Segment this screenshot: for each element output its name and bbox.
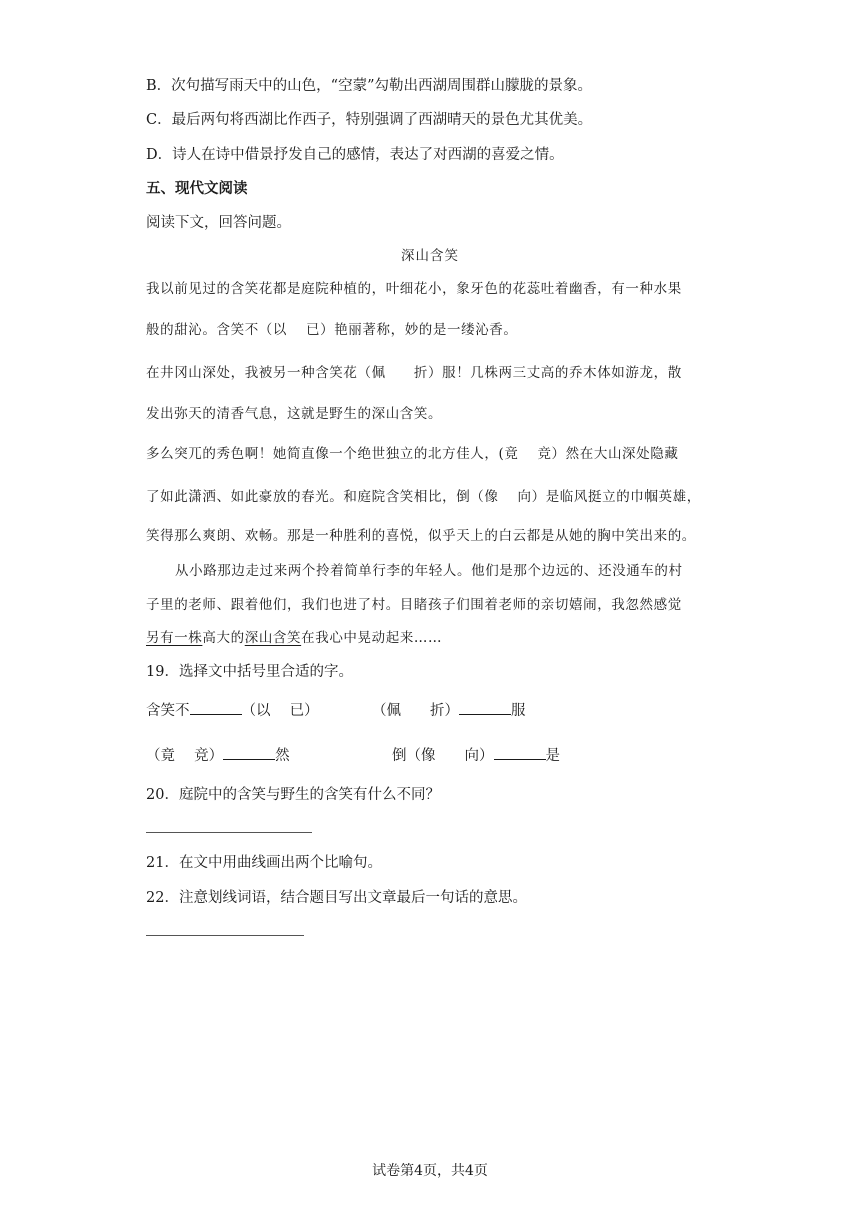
- q19-c-options: （竟 竞）: [146, 748, 224, 764]
- question-19-row-2: [146, 744, 290, 765]
- q19-a-blank[interactable]: [190, 702, 242, 715]
- section-instruction: 阅读下文，回答问题。: [146, 215, 291, 231]
- question-22-stem: 22．注意划线词语，结合题目写出文章最后一句话的意思。: [146, 890, 527, 906]
- q19-d-prefix: 倒（像 向）: [392, 748, 494, 764]
- option-c: C．最后两句将西湖比作西子，特别强调了西湖晴天的景色尤其优美。: [146, 112, 593, 128]
- q19-b-options: （佩 折）: [372, 703, 459, 719]
- article-paragraph-4-line-3: [146, 626, 442, 646]
- question-22-answer-line[interactable]: [146, 935, 304, 936]
- phrase-middle: 高大的: [202, 630, 245, 646]
- q19-b-suffix: 服: [511, 703, 526, 719]
- q19-c-suffix: 然: [275, 748, 290, 764]
- question-19-stem: 19．选择文中括号里合适的字。: [146, 664, 353, 680]
- question-20-answer-line[interactable]: [146, 832, 312, 833]
- q19-d-blank[interactable]: [494, 747, 546, 760]
- article-paragraph-3-line-1: 多么突兀的秀色啊！她简直像一个绝世独立的北方佳人，(竟 竞）然在大山深处隐藏: [146, 446, 679, 462]
- q19-b-blank[interactable]: [459, 702, 511, 715]
- q19-c-blank[interactable]: [223, 747, 275, 760]
- section-heading: 五、现代文阅读: [146, 180, 248, 197]
- article-title: 深山含笑: [401, 248, 459, 264]
- article-paragraph-4-line-1: 从小路那边走过来两个拎着简单行李的年轻人。他们是那个边远的、还没通车的村: [175, 563, 683, 579]
- article-paragraph-1-line-2: 般的甜沁。含笑不（以 已）艳丽著称，妙的是一缕沁香。: [146, 322, 518, 338]
- article-paragraph-2-line-2: 发出弥天的清香气息，这就是野生的深山含笑。: [146, 406, 443, 422]
- article-paragraph-1-line-1: 我以前见过的含笑花都是庭院种植的，叶细花小，象牙色的花蕊吐着幽香，有一种水果: [146, 281, 682, 297]
- article-paragraph-4-line-2: 子里的老师、跟着他们，我们也进了村。目睹孩子们围着老师的亲切嬉闹，我忽然感觉: [146, 597, 682, 613]
- option-b: B．次句描写雨天中的山色，“空蒙”勾勒出西湖周围群山朦胧的景象。: [146, 78, 592, 94]
- q19-a-prefix: 含笑不: [146, 703, 190, 719]
- question-19-row-1b: [372, 699, 526, 720]
- article-paragraph-3-line-3: 笑得那么爽朗、欢畅。那是一种胜利的喜悦，似乎天上的白云都是从她的胸中笑出来的。: [146, 528, 696, 544]
- question-20-stem: 20．庭院中的含笑与野生的含笑有什么不同？: [146, 787, 440, 803]
- underlined-phrase-1: 另有一株: [146, 630, 203, 646]
- phrase-end: 在我心中晃动起来……: [301, 630, 443, 646]
- option-d: D．诗人在诗中借景抒发自己的感情，表达了对西湖的喜爱之情。: [146, 147, 564, 163]
- underlined-phrase-2: 深山含笑: [244, 630, 302, 646]
- question-21-stem: 21．在文中用曲线画出两个比喻句。: [146, 855, 382, 871]
- q19-d-suffix: 是: [545, 748, 560, 764]
- question-19-row-1: [146, 699, 319, 720]
- question-19-row-2b: [392, 744, 560, 765]
- article-paragraph-2-line-1: 在井冈山深处，我被另一种含笑花（佩 折）服！几株两三丈高的乔木体如游龙，散: [146, 365, 682, 381]
- q19-a-options: （以 已）: [241, 703, 319, 719]
- article-paragraph-3-line-2: 了如此潇洒、如此豪放的春光。和庭院含笑相比，倒（像 向）是临风挺立的巾帼英雄，: [146, 489, 701, 505]
- page-footer: 试卷第4页，共4页: [372, 1163, 488, 1179]
